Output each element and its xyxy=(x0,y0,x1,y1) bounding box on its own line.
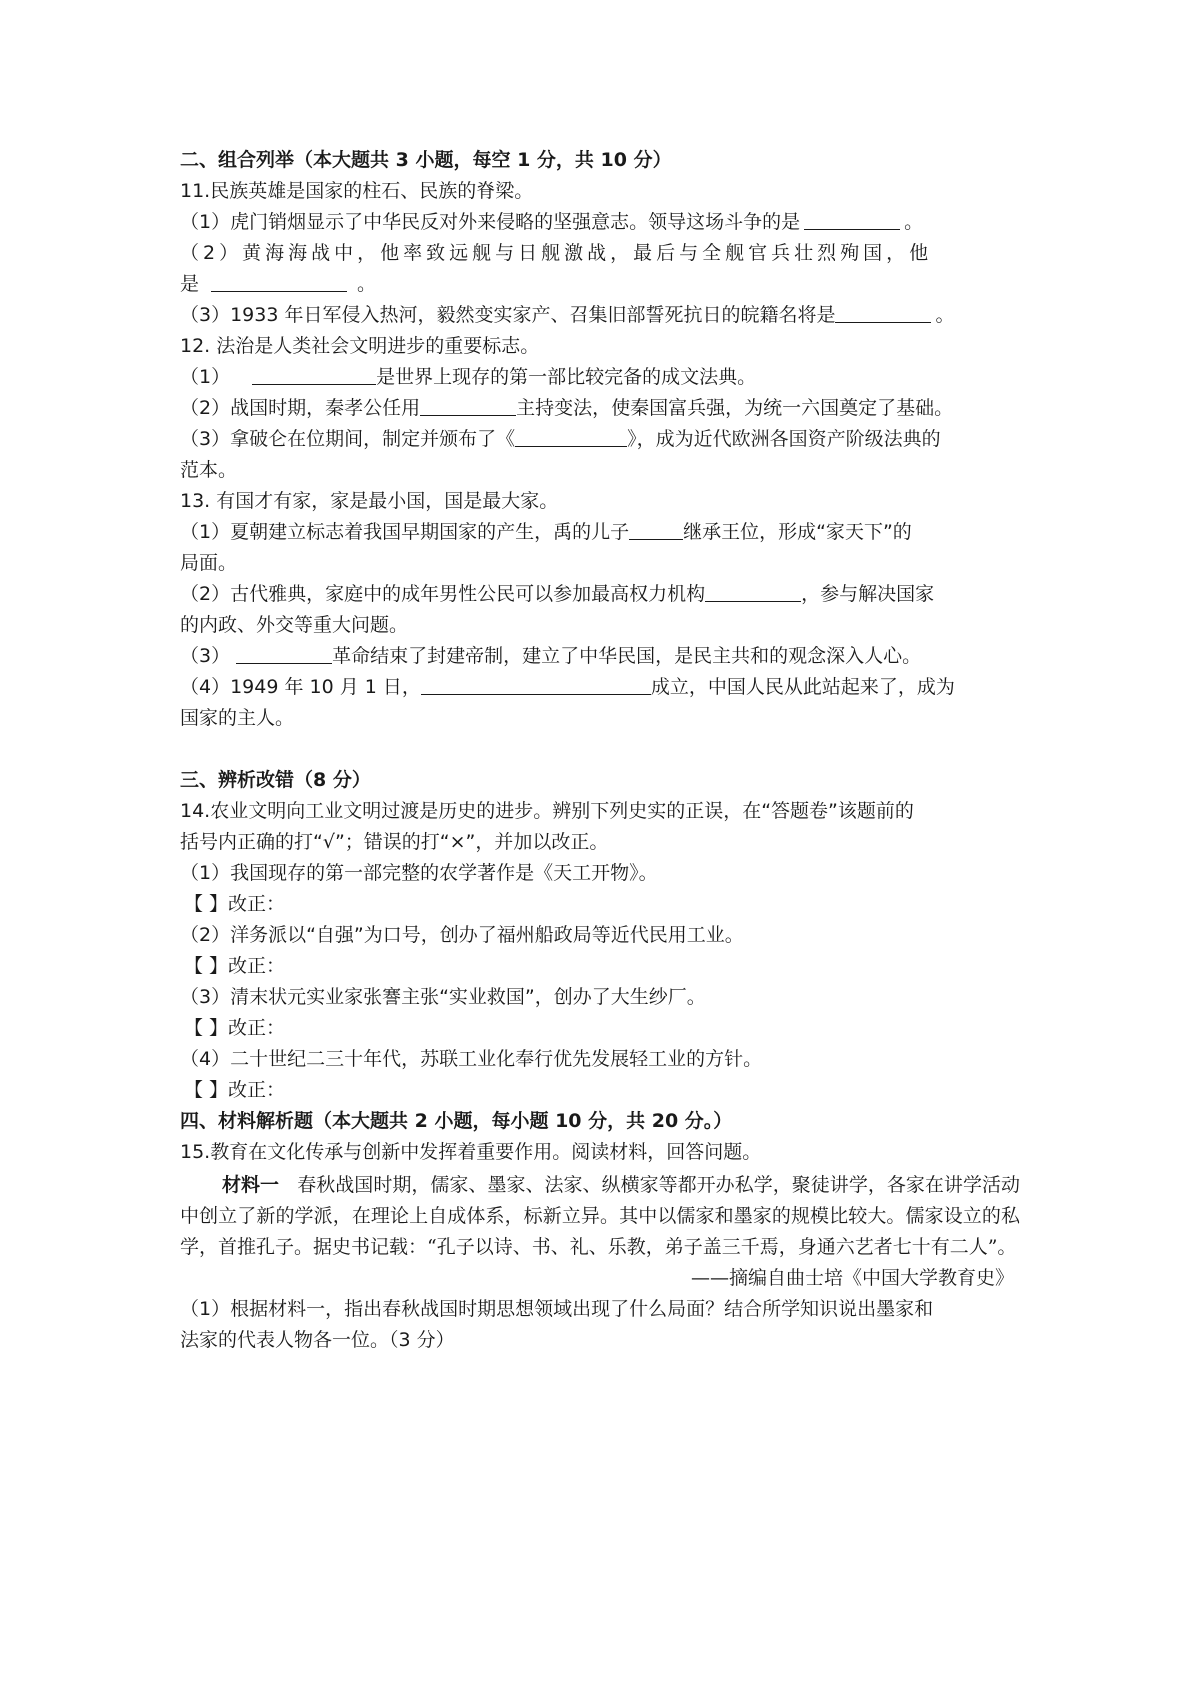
question-11-part-1 xyxy=(180,207,1020,238)
question-text: 成立，中国人民从此站起来了，成为 xyxy=(650,676,955,698)
section-heading-2: 二、组合列举（本大题共 3 小题，每空 1 分，共 10 分） xyxy=(180,149,672,171)
question-text: （3） xyxy=(180,645,231,667)
question-14-item-3: （3）清末状元实业家张謇主张“实业救国”，创办了大生纱厂。 xyxy=(180,986,706,1008)
answer-bracket[interactable]: 【 】改正： xyxy=(184,893,286,915)
question-14-stem-line-1: 14.农业文明向工业文明过渡是历史的进步。辨别下列史实的正误，在“答题卷”该题前的 xyxy=(180,800,914,822)
question-text: 。 xyxy=(935,304,955,326)
question-14-item-1: （1）我国现存的第一部完整的农学著作是《天工开物》。 xyxy=(180,862,658,884)
question-text: 是世界上现存的第一部比较完备的成文法典。 xyxy=(376,366,757,388)
material-passage xyxy=(180,1170,1020,1263)
question-12-part-3 xyxy=(180,424,1020,455)
question-12-part-2 xyxy=(180,393,1020,424)
answer-blank[interactable] xyxy=(236,641,332,664)
answer-bracket[interactable]: 【 】改正： xyxy=(184,1079,286,1101)
question-text: 是 xyxy=(180,273,200,295)
question-13-part-3 xyxy=(180,641,1020,672)
question-12-stem: 12. 法治是人类社会文明进步的重要标志。 xyxy=(180,335,540,357)
question-13-part-4-line-2: 国家的主人。 xyxy=(180,707,295,729)
question-12-part-3-line-2: 范本。 xyxy=(180,459,238,481)
question-text: （4）1949 年 10 月 1 日， xyxy=(180,676,421,698)
question-text: 。 xyxy=(904,211,924,233)
question-11-part-3 xyxy=(180,300,1020,331)
question-12-part-1 xyxy=(180,362,1020,393)
exam-content xyxy=(180,145,1020,1356)
question-text: 》，成为近代欧洲各国资产阶级法典的 xyxy=(627,428,941,450)
section-heading-3: 三、辨析改错（8 分） xyxy=(180,769,371,791)
question-13-part-2-line-2: 的内政、外交等重大问题。 xyxy=(180,614,409,636)
section-heading-4: 四、材料解析题（本大题共 2 小题，每小题 10 分，共 20 分。） xyxy=(180,1110,733,1132)
question-15-stem: 15.教育在文化传承与创新中发挥着重要作用。阅读材料，回答问题。 xyxy=(180,1141,762,1163)
question-13-part-1 xyxy=(180,517,1020,548)
question-text: ，参与解决国家 xyxy=(801,583,935,605)
question-text: （2）古代雅典，家庭中的成年男性公民可以参加最高权力机构 xyxy=(180,583,706,605)
question-text: 继承王位，形成“家天下”的 xyxy=(683,521,912,543)
question-11-part-2-line-2 xyxy=(180,269,1020,300)
question-15-sub-1-line-2: 法家的代表人物各一位。（3 分） xyxy=(180,1329,455,1351)
answer-blank[interactable] xyxy=(252,362,376,385)
question-15-sub-1-line-1: （1）根据材料一，指出春秋战国时期思想领域出现了什么局面？结合所学知识说出墨家和 xyxy=(180,1298,934,1320)
answer-blank[interactable] xyxy=(804,207,900,230)
answer-blank[interactable] xyxy=(420,393,516,416)
question-text: （2）战国时期，秦孝公任用 xyxy=(180,397,421,419)
question-14-stem-line-2: 括号内正确的打“√”；错误的打“×”，并加以改正。 xyxy=(180,831,609,853)
question-text: （3）拿破仑在位期间，制定并颁布了《 xyxy=(180,428,516,450)
question-14-item-4: （4）二十世纪二三十年代，苏联工业化奉行优先发展轻工业的方针。 xyxy=(180,1048,763,1070)
answer-blank[interactable] xyxy=(515,424,627,447)
question-13-part-2 xyxy=(180,579,1020,610)
question-text: （1） xyxy=(180,366,231,388)
question-text: （1）夏朝建立标志着我国早期国家的产生，禹的儿子 xyxy=(180,521,630,543)
answer-blank[interactable] xyxy=(421,672,651,695)
answer-bracket[interactable]: 【 】改正： xyxy=(184,1017,286,1039)
question-text: 。 xyxy=(357,273,377,295)
question-text: （1）虎门销烟显示了中华民反对外来侵略的坚强意志。领导这场斗争的是 xyxy=(180,211,801,233)
section-spacer xyxy=(180,734,1020,765)
material-text: 春秋战国时期，儒家、墨家、法家、纵横家等都开办私学，聚徒讲学，各家在讲学活动中创立了新的学派，在理论上自成体系，标新立异。其中以儒家和墨家的规模比较大。儒家设立的私学，首推孔子。据史书记载：“孔子以诗、书、礼、乐教，弟子盖三千焉，身通六艺者七十有二人”。 xyxy=(180,1174,1020,1258)
material-label: 材料一 xyxy=(222,1174,280,1196)
answer-blank[interactable] xyxy=(835,300,931,323)
answer-blank[interactable] xyxy=(211,269,347,292)
question-11-stem: 11.民族英雄是国家的柱石、民族的脊梁。 xyxy=(180,180,534,202)
material-source: ——摘编自曲士培《中国大学教育史》 xyxy=(690,1267,1014,1289)
question-text: 主持变法，使秦国富兵强，为统一六国奠定了基础。 xyxy=(516,397,954,419)
question-11-part-2-line-1: （2）黄海海战中，他率致远舰与日舰激战，最后与全舰官兵壮烈殉国，他 xyxy=(180,242,933,264)
question-text: （3）1933 年日军侵入热河，毅然变实家产、召集旧部誓死抗日的皖籍名将是 xyxy=(180,304,836,326)
answer-blank[interactable] xyxy=(629,517,683,540)
question-13-part-1-line-2: 局面。 xyxy=(180,552,238,574)
question-text: 革命结束了封建帝制，建立了中华民国，是民主共和的观念深入人心。 xyxy=(332,645,922,667)
answer-blank[interactable] xyxy=(705,579,801,602)
answer-bracket[interactable]: 【 】改正： xyxy=(184,955,286,977)
question-14-item-2: （2）洋务派以“自强”为口号，创办了福州船政局等近代民用工业。 xyxy=(180,924,744,946)
question-13-part-4 xyxy=(180,672,1020,703)
question-13-stem: 13. 有国才有家，家是最小国，国是最大家。 xyxy=(180,490,559,512)
